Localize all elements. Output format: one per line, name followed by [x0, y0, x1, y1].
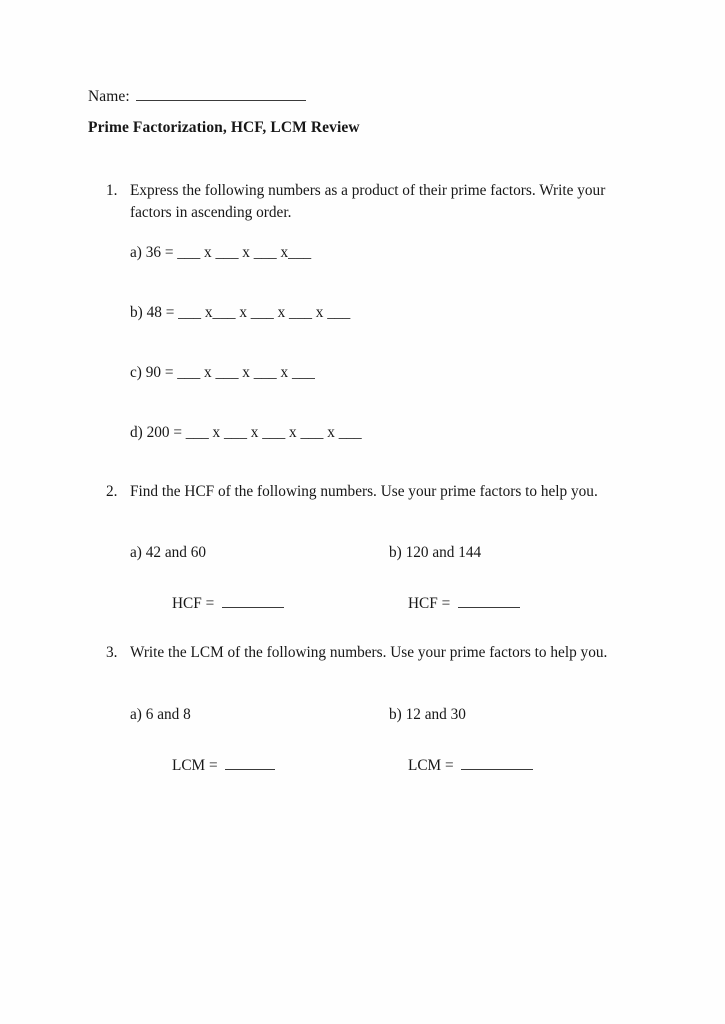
question-2-item-b-text: 120 and 144: [405, 544, 482, 561]
question-2-heading: [106, 481, 646, 503]
question-1-item-b[interactable]: [130, 304, 350, 322]
question-1-heading: [106, 180, 646, 223]
question-3-answer-a[interactable]: [172, 757, 275, 775]
question-3-answer-b-blank[interactable]: [461, 757, 533, 770]
question-1-prompt: Express the following numbers as a product of their prime factors. Write your factors in ascending order.: [130, 182, 606, 221]
question-1-item-c-text: c) 90 = ___ x ___ x ___ x ___: [130, 364, 315, 381]
question-3-item-a-text: 6 and 8: [145, 706, 191, 723]
question-3-item-a-label: a): [130, 706, 142, 723]
question-1: [106, 180, 646, 223]
question-3-answer-a-label: LCM =: [172, 757, 218, 774]
question-2-item-b-label: b): [389, 544, 402, 561]
question-3-answer-a-blank[interactable]: [225, 757, 275, 770]
question-3-item-b: [389, 706, 466, 724]
name-label: Name:: [88, 88, 130, 105]
question-2-answer-b[interactable]: [408, 595, 520, 613]
question-3-answer-b-label: LCM =: [408, 757, 454, 774]
question-3-number: 3.: [106, 644, 118, 661]
question-2-item-a: [130, 544, 206, 562]
question-3-heading: [106, 642, 646, 664]
question-3-item-a: [130, 706, 191, 724]
question-3-prompt: Write the LCM of the following numbers. Use your prime factors to help you.: [130, 644, 608, 661]
question-1-item-c[interactable]: [130, 364, 315, 382]
question-2-answer-a-label: HCF =: [172, 595, 215, 612]
name-input-line[interactable]: [136, 87, 306, 101]
question-1-item-d-text: d) 200 = ___ x ___ x ___ x ___ x ___: [130, 424, 362, 441]
question-2-answer-a[interactable]: [172, 595, 284, 613]
question-2-number: 2.: [106, 483, 118, 500]
question-2-prompt: Find the HCF of the following numbers. Use your prime factors to help you.: [130, 483, 598, 500]
page-title: Prime Factorization, HCF, LCM Review: [88, 119, 360, 136]
question-2-answer-a-blank[interactable]: [222, 595, 284, 608]
question-1-item-b-text: b) 48 = ___ x___ x ___ x ___ x ___: [130, 304, 351, 321]
name-field-row: [88, 87, 306, 106]
question-1-item-a-text: a) 36 = ___ x ___ x ___ x___: [130, 244, 312, 261]
question-3-answer-b[interactable]: [408, 757, 533, 775]
question-2-answer-b-label: HCF =: [408, 595, 451, 612]
question-2-item-a-label: a): [130, 544, 142, 561]
question-3-item-b-text: 12 and 30: [405, 706, 466, 723]
question-2-item-a-text: 42 and 60: [145, 544, 207, 561]
question-1-number: 1.: [106, 182, 118, 199]
question-2-answer-b-blank[interactable]: [458, 595, 520, 608]
question-2-item-b: [389, 544, 481, 562]
question-1-item-d[interactable]: [130, 424, 362, 442]
question-2: [106, 481, 646, 503]
question-3-item-b-label: b): [389, 706, 402, 723]
question-3: [106, 642, 646, 664]
question-1-item-a[interactable]: [130, 244, 311, 262]
